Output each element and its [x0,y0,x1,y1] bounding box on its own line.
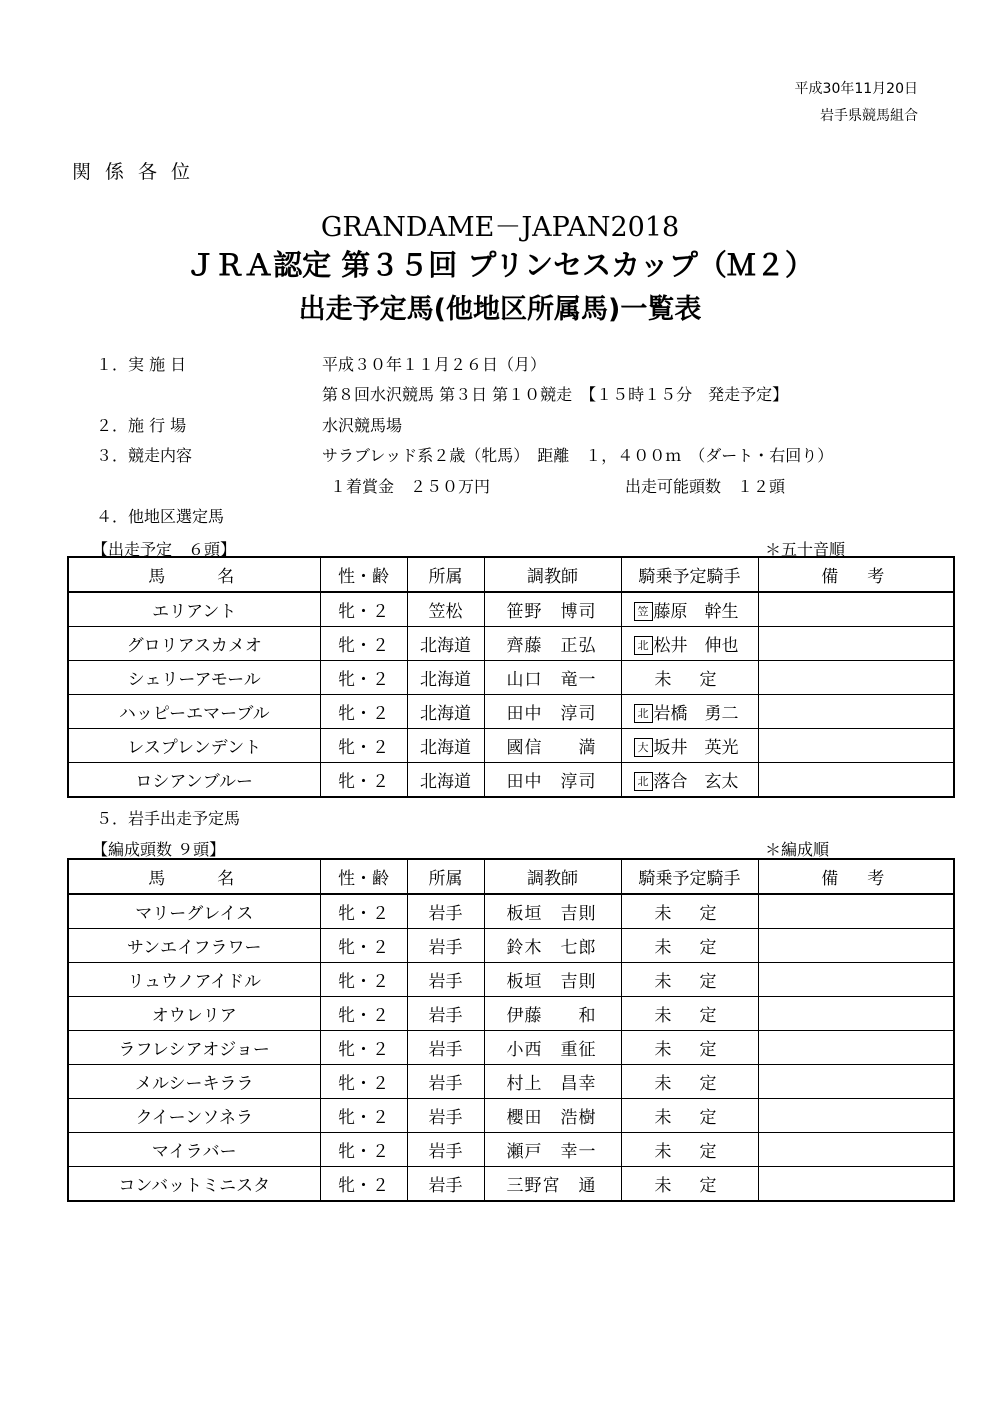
horse-name: グロリアスカメオ [68,627,320,661]
remarks [758,894,954,929]
trainer: 伊藤 和 [484,997,621,1031]
iwate-count: 【編成頭数 ９頭】 [92,840,226,859]
trainer: 國信 満 [484,729,621,763]
horse-name: ラフレシアオジョー [68,1031,320,1065]
jockey: 坂井 英光 [653,738,739,758]
affiliation: 岩手 [407,1099,484,1133]
item4-label: ４．他地区選定馬 [96,507,225,526]
affiliation-badge-icon: 大 [634,738,653,757]
iwate-table [67,858,955,1202]
remarks [758,592,954,627]
sex-age: 牝・２ [320,729,407,763]
horse-name: エリアント [68,592,320,627]
sex-age: 牝・２ [320,661,407,695]
trainer: 板垣 吉則 [484,894,621,929]
table-header-row [68,859,954,894]
item2-label: ２．施 行 場 [96,416,187,435]
header-trainer: 調教師 [484,859,621,894]
jockey: 未定 [621,1133,758,1167]
item5-label: ５．岩手出走予定馬 [96,809,241,828]
horse-name: メルシーキララ [68,1065,320,1099]
table-row [68,695,954,729]
header-trainer: 調教師 [484,557,621,592]
jockey-cell [621,763,758,798]
header-sex-age: 性・齢 [320,557,407,592]
table-row [68,729,954,763]
jockey-cell [621,627,758,661]
header-remarks: 備 考 [758,859,954,894]
item3-label: ３．競走内容 [96,446,193,465]
jockey: 未定 [621,1065,758,1099]
iwate-sort-note: ＊編成順 [765,840,830,859]
remarks [758,1065,954,1099]
sex-age: 牝・２ [320,997,407,1031]
recipient-line: 関係各位 [72,161,205,183]
remarks [758,661,954,695]
table-row [68,1099,954,1133]
trainer: 小西 重征 [484,1031,621,1065]
horse-name: シェリーアモール [68,661,320,695]
trainer: 瀬戸 幸一 [484,1133,621,1167]
item2-venue: 水沢競馬場 [322,416,403,435]
jockey: 松井 伸也 [653,636,739,656]
trainer: 山口 竜一 [484,661,621,695]
affiliation-badge-icon: 北 [634,704,653,723]
trainer: 三野宮 通 [484,1167,621,1202]
table-row [68,997,954,1031]
jockey: 岩橋 勇二 [653,704,739,724]
horse-name: ハッピーエマーブル [68,695,320,729]
affiliation-badge-icon: 北 [634,772,653,791]
trainer: 齊藤 正弘 [484,627,621,661]
item3-max-runners: 出走可能頭数 １２頭 [625,477,786,496]
sex-age: 牝・２ [320,763,407,798]
table-row [68,963,954,997]
affiliation: 岩手 [407,929,484,963]
sex-age: 牝・２ [320,963,407,997]
header-jockey: 騎乗予定騎手 [621,859,758,894]
affiliation: 岩手 [407,1031,484,1065]
header-horse: 馬 名 [68,859,320,894]
race-title: ＪＲＡ認定 第３５回 プリンセスカップ（Ｍ２） [186,248,814,282]
horse-name: レスプレンデント [68,729,320,763]
affiliation-badge-icon: 北 [634,636,653,655]
remarks [758,729,954,763]
affiliation: 岩手 [407,1065,484,1099]
jockey: 未定 [621,894,758,929]
other-district-table [67,556,955,798]
remarks [758,1099,954,1133]
issue-date: 平成30年11月20日 [794,81,918,97]
remarks [758,695,954,729]
sex-age: 牝・２ [320,627,407,661]
sex-age: 牝・２ [320,1167,407,1202]
header-affiliation: 所属 [407,557,484,592]
affiliation: 岩手 [407,963,484,997]
jockey: 未定 [621,1031,758,1065]
jockey: 未定 [621,661,758,695]
sex-age: 牝・２ [320,1065,407,1099]
trainer: 笹野 博司 [484,592,621,627]
affiliation: 岩手 [407,1133,484,1167]
item3-conditions: サラブレッド系２歳（牝馬） 距離 １，４００ｍ （ダート・右回り） [322,446,834,465]
other-district-sort-note: ＊五十音順 [765,540,846,559]
table-row [68,1031,954,1065]
remarks [758,1167,954,1202]
affiliation: 北海道 [407,729,484,763]
issuing-organization: 岩手県競馬組合 [820,108,918,124]
item1-label: １．実 施 日 [96,355,187,374]
table-row [68,763,954,798]
table-row [68,627,954,661]
jockey: 落合 玄太 [653,772,739,792]
table-header-row [68,557,954,592]
table-row [68,1133,954,1167]
horse-name: マリーグレイス [68,894,320,929]
affiliation: 岩手 [407,1167,484,1202]
jockey: 藤原 幹生 [653,602,739,622]
jockey: 未定 [621,997,758,1031]
sex-age: 牝・２ [320,894,407,929]
trainer: 櫻田 浩樹 [484,1099,621,1133]
affiliation: 笠松 [407,592,484,627]
affiliation: 北海道 [407,695,484,729]
document-title: 出走予定馬(他地区所属馬)一覧表 [298,294,702,325]
horse-name: クイーンソネラ [68,1099,320,1133]
table-row [68,1167,954,1202]
table-row [68,661,954,695]
sex-age: 牝・２ [320,1133,407,1167]
trainer: 鈴木 七郎 [484,929,621,963]
remarks [758,627,954,661]
remarks [758,1133,954,1167]
horse-name: マイラバー [68,1133,320,1167]
sex-age: 牝・２ [320,695,407,729]
jockey: 未定 [621,963,758,997]
jockey: 未定 [621,1099,758,1133]
other-district-count: 【出走予定 ６頭】 [92,540,237,559]
table-row [68,1065,954,1099]
jockey-cell [621,729,758,763]
trainer: 板垣 吉則 [484,963,621,997]
affiliation: 北海道 [407,763,484,798]
jockey-cell [621,592,758,627]
affiliation: 岩手 [407,894,484,929]
table-row [68,929,954,963]
header-horse: 馬 名 [68,557,320,592]
affiliation-badge-icon: 笠 [634,602,653,621]
trainer: 田中 淳司 [484,763,621,798]
header-affiliation: 所属 [407,859,484,894]
sex-age: 牝・２ [320,1099,407,1133]
jockey: 未定 [621,929,758,963]
affiliation: 北海道 [407,661,484,695]
horse-name: ロシアンブルー [68,763,320,798]
table-row [68,592,954,627]
sex-age: 牝・２ [320,592,407,627]
remarks [758,1031,954,1065]
remarks [758,963,954,997]
item1-race-detail: 第８回水沢競馬 第３日 第１０競走 【１５時１５分 発走予定】 [322,385,789,404]
trainer: 田中 淳司 [484,695,621,729]
affiliation: 岩手 [407,997,484,1031]
sex-age: 牝・２ [320,929,407,963]
header-sex-age: 性・齢 [320,859,407,894]
remarks [758,929,954,963]
item1-date: 平成３０年１１月２６日（月） [322,355,547,374]
sex-age: 牝・２ [320,1031,407,1065]
horse-name: コンバットミニスタ [68,1167,320,1202]
jockey-cell [621,695,758,729]
horse-name: リュウノアイドル [68,963,320,997]
remarks [758,763,954,798]
item3-prize: １着賞金 ２５０万円 [330,477,491,496]
header-jockey: 騎乗予定騎手 [621,557,758,592]
horse-name: サンエイフラワー [68,929,320,963]
horse-name: オウレリア [68,997,320,1031]
table-row [68,894,954,929]
remarks [758,997,954,1031]
affiliation: 北海道 [407,627,484,661]
series-title: GRANDAME－JAPAN2018 [320,212,680,243]
jockey: 未定 [621,1167,758,1202]
trainer: 村上 昌幸 [484,1065,621,1099]
header-remarks: 備 考 [758,557,954,592]
